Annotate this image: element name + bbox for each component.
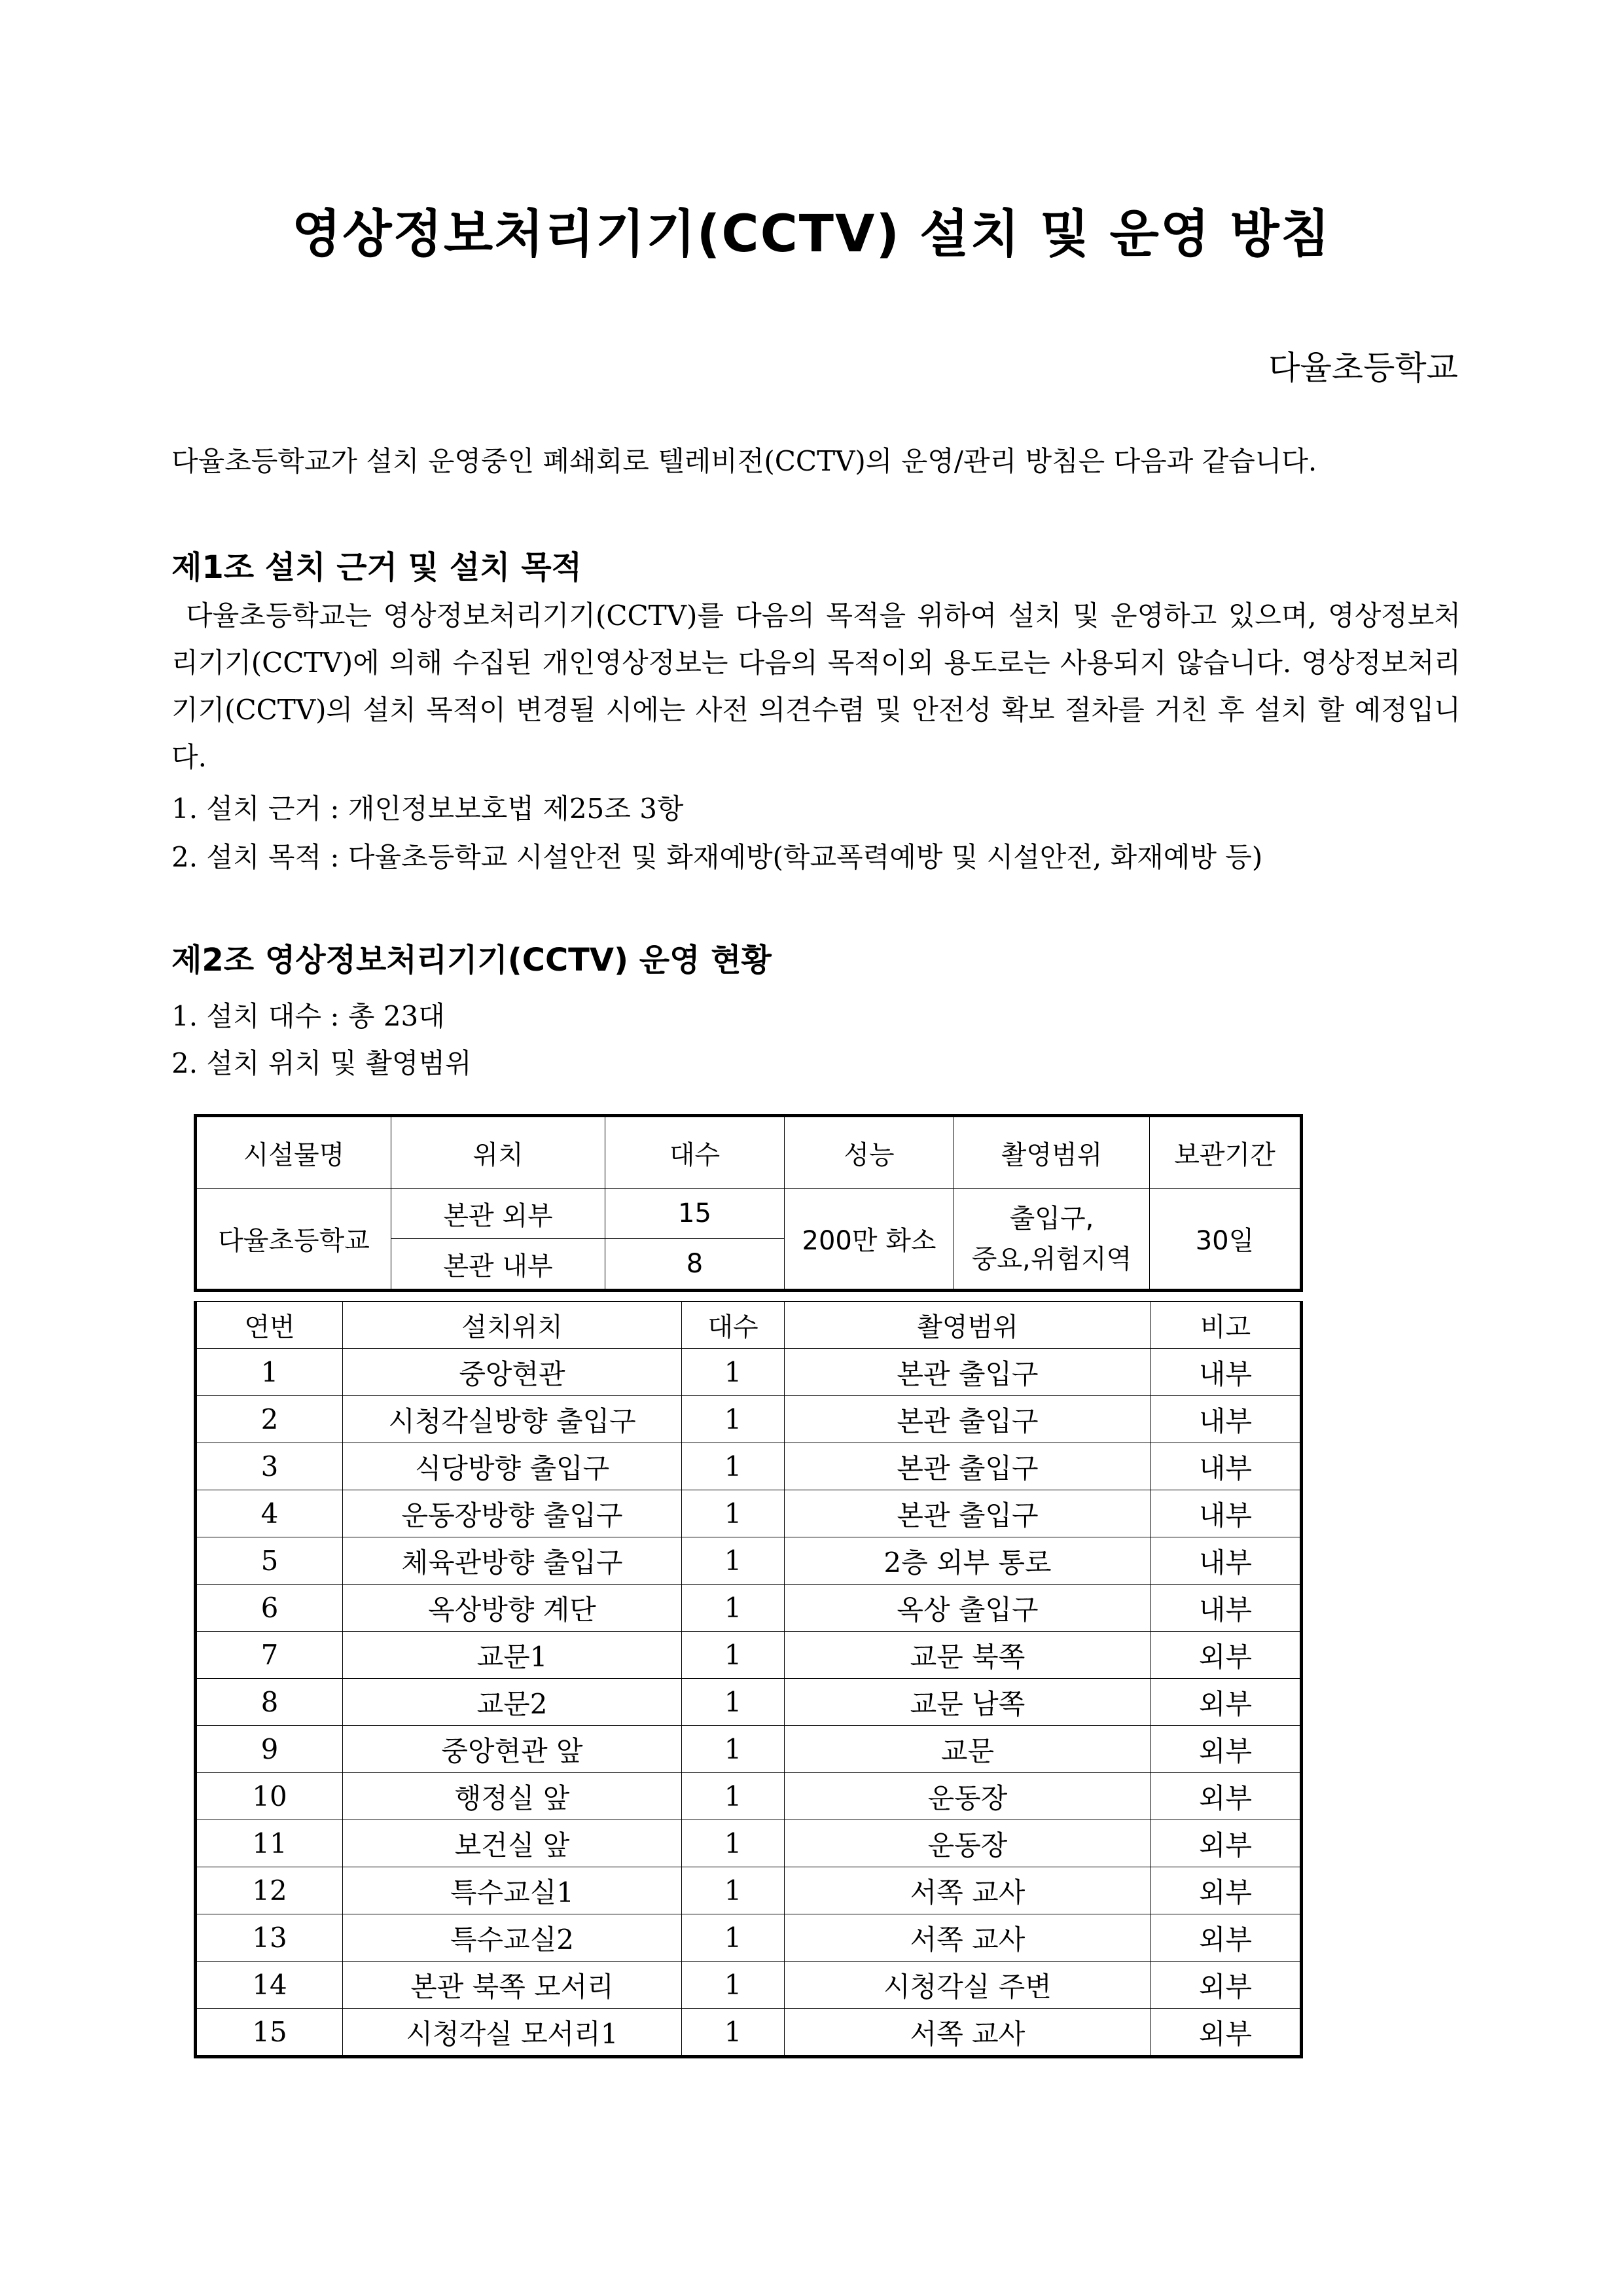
- install-location: 시청각실 모서리1: [343, 2009, 682, 2057]
- install-location: 체육관방향 출입구: [343, 1537, 682, 1585]
- detail-header-cell: 촬영범위: [785, 1302, 1151, 1349]
- filming-range: 본관 출입구: [785, 1396, 1151, 1443]
- filming-range: 교문 남쪽: [785, 1679, 1151, 1726]
- camera-performance: 200만 화소: [785, 1189, 954, 1291]
- row-number: 9: [196, 1726, 343, 1773]
- camera-count: 1: [682, 1349, 785, 1396]
- table-row: [196, 1443, 1302, 1490]
- camera-count: 1: [682, 1585, 785, 1632]
- install-location: 특수교실1: [343, 1867, 682, 1914]
- row-number: 10: [196, 1773, 343, 1820]
- install-location: 옥상방향 계단: [343, 1585, 682, 1632]
- install-location: 시청각실방향 출입구: [343, 1396, 682, 1443]
- detail-header-cell: 설치위치: [343, 1302, 682, 1349]
- filming-range: 본관 출입구: [785, 1349, 1151, 1396]
- table-row: [196, 1867, 1302, 1914]
- table-row: [196, 1962, 1302, 2009]
- intro-text: 다율초등학교가 설치 운영중인 폐쇄회로 텔레비전(CCTV)의 운영/관리 방침은 다음과 같습니다.: [171, 445, 1317, 477]
- remark: 외부: [1151, 1632, 1302, 1679]
- detail-table: [194, 1301, 1303, 2058]
- summary-header-cell: 보관기간: [1150, 1116, 1302, 1189]
- remark: 내부: [1151, 1443, 1302, 1490]
- article2-heading: 제2조 영상정보처리기기(CCTV) 운영 현황: [171, 942, 772, 978]
- retention-period: 30일: [1150, 1189, 1302, 1291]
- camera-count: 1: [682, 1773, 785, 1820]
- filming-range: 서쪽 교사: [785, 1867, 1151, 1914]
- camera-count: 1: [682, 1820, 785, 1867]
- filming-range: 교문: [785, 1726, 1151, 1773]
- summary-location: 본관 내부: [391, 1239, 605, 1291]
- table-row: [196, 1773, 1302, 1820]
- table-row: [196, 1490, 1302, 1537]
- filming-range: 옥상 출입구: [785, 1585, 1151, 1632]
- row-number: 12: [196, 1867, 343, 1914]
- article1-heading: 제1조 설치 근거 및 설치 목적: [171, 549, 582, 586]
- filming-range: 운동장: [785, 1773, 1151, 1820]
- remark: 내부: [1151, 1349, 1302, 1396]
- camera-count: 1: [682, 1632, 785, 1679]
- remark: 내부: [1151, 1490, 1302, 1537]
- camera-count: 1: [682, 1726, 785, 1773]
- filming-range: 본관 출입구: [785, 1443, 1151, 1490]
- install-location: 특수교실2: [343, 1914, 682, 1962]
- camera-count: 1: [682, 1914, 785, 1962]
- row-number: 5: [196, 1537, 343, 1585]
- table-row: [196, 1820, 1302, 1867]
- summary-header-cell: 대수: [605, 1116, 785, 1189]
- remark: 외부: [1151, 2009, 1302, 2057]
- row-number: 1: [196, 1349, 343, 1396]
- row-number: 7: [196, 1632, 343, 1679]
- camera-count: 1: [682, 1679, 785, 1726]
- install-location: 교문1: [343, 1632, 682, 1679]
- row-number: 6: [196, 1585, 343, 1632]
- summary-count: 15: [605, 1189, 785, 1239]
- article1-item-purpose: 2. 설치 목적 : 다율초등학교 시설안전 및 화재예방(학교폭력예방 및 시설안전, 화재예방 등): [171, 841, 1263, 873]
- detail-header-cell: 연번: [196, 1302, 343, 1349]
- remark: 외부: [1151, 1914, 1302, 1962]
- summary-count: 8: [605, 1239, 785, 1291]
- install-location: 보건실 앞: [343, 1820, 682, 1867]
- row-number: 4: [196, 1490, 343, 1537]
- remark: 내부: [1151, 1537, 1302, 1585]
- table-row: [196, 1726, 1302, 1773]
- camera-count: 1: [682, 1443, 785, 1490]
- filming-range: 2층 외부 통로: [785, 1537, 1151, 1585]
- article2-item-location: 2. 설치 위치 및 촬영범위: [171, 1047, 472, 1079]
- summary-header-row: [196, 1116, 1302, 1189]
- row-number: 3: [196, 1443, 343, 1490]
- filming-range-line: 중요,위험지역: [971, 1244, 1132, 1274]
- row-number: 11: [196, 1820, 343, 1867]
- summary-row: [196, 1189, 1302, 1239]
- filming-range: 서쪽 교사: [785, 2009, 1151, 2057]
- article2-item-count: 1. 설치 대수 : 총 23대: [171, 1000, 445, 1032]
- camera-count: 1: [682, 2009, 785, 2057]
- school-name: 다율초등학교: [1268, 349, 1458, 387]
- article1-paragraph: 다율초등학교는 영상정보처리기기(CCTV)를 다음의 목적을 위하여 설치 및 운영하고 있으며, 영상정보처리기기(CCTV)에 의해 수집된 개인영상정보는 다음의 목적이외 용도로는 사용되지 않습니다. 영상정보처리기기(CCTV)의 설치 목적이 변경될 시에는 사전 의견수렴 및 안전성 확보 절차를 거친 후 설치 할 예정입니다.: [171, 600, 1461, 773]
- remark: 외부: [1151, 1962, 1302, 2009]
- row-number: 2: [196, 1396, 343, 1443]
- detail-header-cell: 비고: [1151, 1302, 1302, 1349]
- detail-header-row: [196, 1302, 1302, 1349]
- filming-range: 운동장: [785, 1820, 1151, 1867]
- remark: 내부: [1151, 1585, 1302, 1632]
- remark: 외부: [1151, 1820, 1302, 1867]
- row-number: 13: [196, 1914, 343, 1962]
- filming-range: 본관 출입구: [785, 1490, 1151, 1537]
- summary-header-cell: 시설물명: [196, 1116, 391, 1189]
- camera-count: 1: [682, 1962, 785, 2009]
- table-row: [196, 2009, 1302, 2057]
- install-location: 교문2: [343, 1679, 682, 1726]
- camera-count: 1: [682, 1396, 785, 1443]
- detail-header-cell: 대수: [682, 1302, 785, 1349]
- article1-item-basis: 1. 설치 근거 : 개인정보보호법 제25조 3항: [171, 793, 684, 825]
- install-location: 행정실 앞: [343, 1773, 682, 1820]
- row-number: 15: [196, 2009, 343, 2057]
- table-row: [196, 1914, 1302, 1962]
- facility-name: 다율초등학교: [196, 1189, 391, 1291]
- summary-header-cell: 촬영범위: [954, 1116, 1150, 1189]
- table-row: [196, 1679, 1302, 1726]
- row-number: 8: [196, 1679, 343, 1726]
- install-location: 운동장방향 출입구: [343, 1490, 682, 1537]
- filming-range: 교문 북쪽: [785, 1632, 1151, 1679]
- table-row: [196, 1537, 1302, 1585]
- remark: 내부: [1151, 1396, 1302, 1443]
- table-row: [196, 1632, 1302, 1679]
- table-row: [196, 1349, 1302, 1396]
- remark: 외부: [1151, 1867, 1302, 1914]
- camera-count: 1: [682, 1537, 785, 1585]
- install-location: 식당방향 출입구: [343, 1443, 682, 1490]
- table-row: [196, 1585, 1302, 1632]
- summary-location: 본관 외부: [391, 1189, 605, 1239]
- table-row: [196, 1396, 1302, 1443]
- camera-count: 1: [682, 1867, 785, 1914]
- page-title: 영상정보처리기기(CCTV) 설치 및 운영 방침: [291, 205, 1332, 264]
- summary-header-cell: 성능: [785, 1116, 954, 1189]
- row-number: 14: [196, 1962, 343, 2009]
- filming-range: [954, 1189, 1150, 1291]
- filming-range: 시청각실 주변: [785, 1962, 1151, 2009]
- remark: 외부: [1151, 1726, 1302, 1773]
- summary-table: [194, 1114, 1303, 1292]
- install-location: 본관 북쪽 모서리: [343, 1962, 682, 2009]
- summary-header-cell: 위치: [391, 1116, 605, 1189]
- camera-count: 1: [682, 1490, 785, 1537]
- remark: 외부: [1151, 1679, 1302, 1726]
- remark: 외부: [1151, 1773, 1302, 1820]
- filming-range: 서쪽 교사: [785, 1914, 1151, 1962]
- install-location: 중앙현관: [343, 1349, 682, 1396]
- install-location: 중앙현관 앞: [343, 1726, 682, 1773]
- filming-range-line: 출입구,: [1009, 1203, 1094, 1234]
